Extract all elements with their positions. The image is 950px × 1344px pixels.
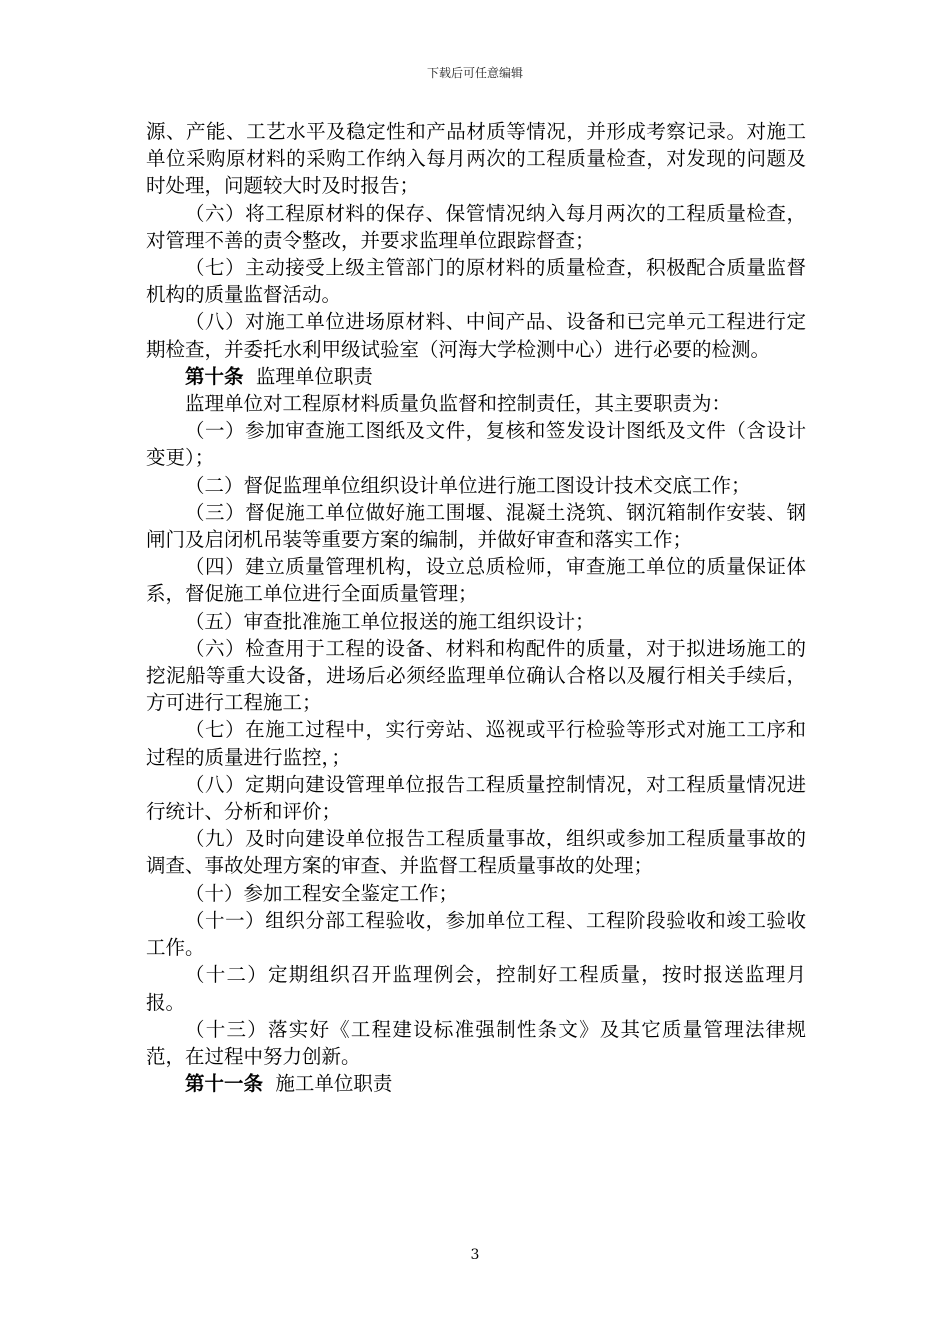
paragraph: （十二）定期组织召开监理例会，控制好工程质量，按时报送监理月报。 <box>146 963 806 1014</box>
paragraph: （三）督促施工单位做好施工围堰、混凝土浇筑、钢沉箱制作安装、钢闸门及启闭机吊装等重要方案的编制，并做好审查和落实工作； <box>146 500 806 552</box>
paragraph: （五）审查批准施工单位报送的施工组织设计； <box>185 609 595 633</box>
article-number: 第十条 <box>185 364 244 388</box>
article-heading <box>146 1070 806 1097</box>
paragraph: （六）检查用于工程的设备、材料和构配件的质量，对于拟进场施工的挖泥船等重大设备，进场后必须经监理单位确认合格以及履行相关手续后，方可进行工程施工； <box>146 636 806 715</box>
paragraph: （十）参加工程安全鉴定工作； <box>185 881 459 905</box>
paragraph: （七）在施工过程中，实行旁站、巡视或平行检验等形式对施工工序和过程的质量进行监控，； <box>146 718 806 769</box>
article-title: 监理单位职责 <box>255 364 373 388</box>
page-header: 下载后可任意编辑 <box>426 66 523 80</box>
page-number: 3 <box>470 1247 480 1263</box>
article-number: 第十一条 <box>185 1072 264 1096</box>
article-title: 施工单位职责 <box>275 1072 393 1096</box>
paragraph: （十一）组织分部工程验收，参加单位工程、工程阶段验收和竣工验收工作。 <box>146 908 806 960</box>
paragraph: （七）主动接受上级主管部门的原材料的质量检查，积极配合质量监督机构的质量监督活动。 <box>146 256 806 307</box>
paragraph: （十三）落实好《工程建设标准强制性条文》及其它质量管理法律规范，在过程中努力创新。 <box>146 1017 806 1068</box>
paragraph: （八）对施工单位进场原材料、中间产品、设备和已完单元工程进行定期检查，并委托水利甲级试验室（河海大学检测中心）进行必要的检测。 <box>146 310 806 361</box>
paragraph: （六）将工程原材料的保存、保管情况纳入每月两次的工程质量检查，对管理不善的责令整改，并要求监理单位跟踪督查； <box>146 201 806 252</box>
article-heading <box>146 363 806 390</box>
document-body <box>146 118 806 1097</box>
paragraph: 监理单位对工程原材料质量负监督和控制责任，其主要职责为： <box>185 392 732 416</box>
paragraph: （二）督促监理单位组织设计单位进行施工图设计技术交底工作； <box>185 473 751 497</box>
paragraph: （九）及时向建设单位报告工程质量事故，组织或参加工程质量事故的调查、事故处理方案的审查、并监督工程质量事故的处理； <box>146 827 806 878</box>
paragraph: （四）建立质量管理机构，设立总质检师，审查施工单位的质量保证体系，督促施工单位进行全面质量管理； <box>146 555 806 606</box>
paragraph: （一）参加审查施工图纸及文件，复核和签发设计图纸及文件（含设计变更）； <box>146 419 806 470</box>
paragraph: 源、产能、工艺水平及稳定性和产品材质等情况，并形成考察记录。对施工单位采购原材料的采购工作纳入每月两次的工程质量检查，对发现的问题及时处理，问题较大时及时报告； <box>146 120 806 198</box>
paragraph: （八）定期向建设管理单位报告工程质量控制情况，对工程质量情况进行统计、分析和评价； <box>146 772 806 824</box>
